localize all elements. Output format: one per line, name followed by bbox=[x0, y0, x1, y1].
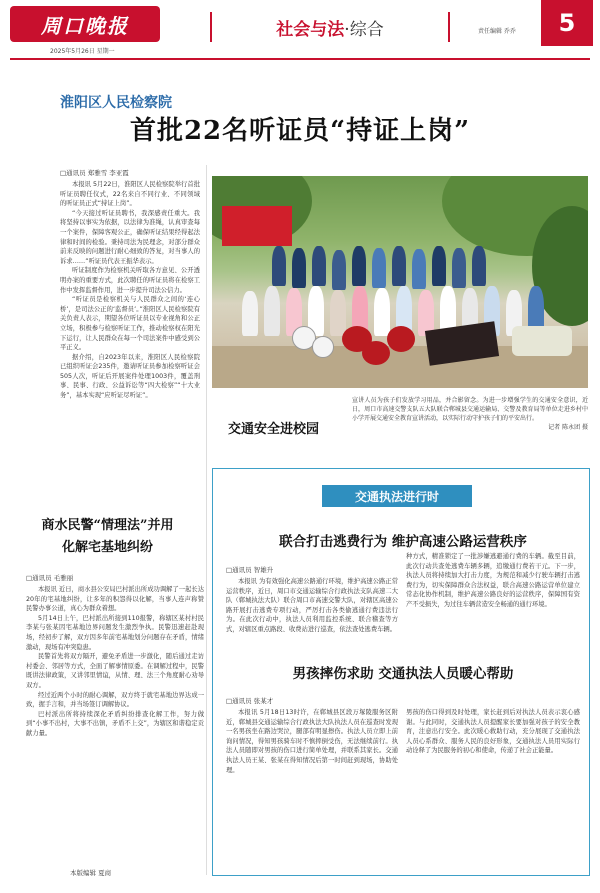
section-title bbox=[276, 15, 383, 40]
photo-credit: 记者 陈永团 摄 bbox=[548, 424, 588, 431]
side-body bbox=[26, 585, 204, 857]
lead-paragraph: “听证员是检察机关与人民群众之间的‘连心桥’，是司法公正的‘监督员’。”淮阳区人民检察院有关负责人表示，期望各位听证员以专业视角和公正立场，积极参与检察听证工作，推动检察权在阳光下运行，让人民群众在每一个司法案件中感受到公平正义。 bbox=[60, 296, 200, 352]
photo-crowd bbox=[232, 246, 562, 336]
page-editor-footer: 本版编辑 夏商 bbox=[70, 869, 112, 877]
photo-title: 交通安全进校园 bbox=[228, 422, 320, 437]
page-editor: 责任编辑 乔乔 bbox=[478, 28, 516, 35]
feature-story2-byline bbox=[226, 696, 273, 705]
lead-kicker: 淮阳区人民检察院 bbox=[60, 95, 172, 111]
side-paragraph: 民警首先将双方隔开，避免矛盾进一步激化，随后通过走访村委会、邻居等方式，全面了解事情原委。在调解过程中，民警既讲法律政策，又讲邻里情谊，从情、理、法三个角度耐心劝导双方。 bbox=[26, 653, 204, 689]
side-byline-text: □通讯员 毛雅丽 bbox=[26, 574, 74, 582]
photo-caption bbox=[352, 396, 588, 432]
section-bar bbox=[210, 12, 450, 42]
feature-story1-text: 种方式，精准锁定了一批涉嫌逃避通行费的车辆。截至目前，此次行动共查处逃费车辆多辆，追缴通行费若干元。下一步，执法人员将持续加大打击力度，为规范和减少行驶车辆打击逃费行为，切实保障群众合法权益，联合高速公路运营单位建立常态化协作机制，维护高速公路良好的运营秩序，保障国有资产不受损失，为过往车辆营造安全畅通的通行环境。 bbox=[406, 553, 580, 608]
lead-byline bbox=[60, 168, 129, 177]
section-sep: · bbox=[344, 19, 350, 40]
photo-caption-text: 宣讲人员为孩子们发放学习用品，并合影留念。为进一步增强学生的交通安全意识，近日，周口市高速交警支队五大队联合郸城县交通运输局、交警及教育局等单位走进乡村中小学开展交通安全教育宣讲活动，以实际行动守护孩子们的平安出行。 bbox=[352, 397, 588, 422]
feature-story1-byline bbox=[226, 565, 273, 574]
page-number: 5 bbox=[541, 0, 593, 46]
side-paragraph: 本报讯 近日，商水县公安局巴村派出所成功调解了一起长达20年的宅基地纠纷，让多年的积怨得以化解，当事人连声称赞民警办事公道，真心为群众着想。 bbox=[26, 586, 204, 613]
feature-tag: 交通执法进行时 bbox=[322, 485, 472, 507]
lead-headline: 首批22名听证员“持证上岗” bbox=[129, 116, 471, 146]
news-photo bbox=[212, 176, 588, 388]
newspaper-logo: 周口晚报 bbox=[10, 6, 160, 42]
side-paragraph: 经过近两个小时的耐心调解，双方终于就宅基地边界达成一致，握手言和，并当场签订调解协议。 bbox=[26, 691, 204, 709]
feature-story1-col2 bbox=[406, 552, 580, 650]
lead-paragraph: 据介绍，自2023年以来，淮阳区人民检察院已组织听证会235件，邀请听证员参加检察听证会505人次，听证后开展案件处理1003件，覆盖刑事、民事、行政、公益诉讼等“四大检察”“十大业务”，基本实现“应听证尽听证”。 bbox=[60, 353, 200, 400]
column-divider bbox=[206, 165, 207, 875]
side-paragraph: 巴村派出所将持续深化矛盾纠纷排查化解工作，努力做到“小事不出村，大事不出镇，矛盾不上交”，为辖区和谐稳定贡献力量。 bbox=[26, 710, 204, 737]
side-headline-line2: 化解宅基地纠纷 bbox=[61, 540, 153, 555]
section-main: 社会与法 bbox=[276, 19, 345, 40]
feature-story2-text: 本报讯 5月18日13时许，在郸城县区段万塚陵服务区附近，郸城县交通运输综合行政执法大队执法人员在巡查时发现一名男孩坐在路边哭泣，腿部有明显擦伤。执法人员立即上前询问情况，得知男孩骑车时不慎摔倒受伤，无法继续前行。执法人员随即对男孩的伤口进行简单处理，并联系其家长。交通执法人员王某、张某在得知情况后第一时间赶到现场，协助处理。 bbox=[226, 709, 398, 774]
photo-ball bbox=[312, 336, 334, 358]
lead-byline-text: □通讯员 郑雅雪 李亚霞 bbox=[60, 169, 129, 177]
feature-story1-byline-text: □通讯员 智雄升 bbox=[226, 566, 274, 574]
section-sub: 综合 bbox=[349, 19, 384, 40]
photo-banner bbox=[222, 206, 292, 246]
side-story-headline bbox=[10, 515, 205, 559]
photo-helmet bbox=[387, 326, 415, 352]
side-byline bbox=[26, 573, 73, 582]
feature-story2-headline: 男孩摔伤求助 交通执法人员暖心帮助 bbox=[292, 666, 514, 682]
side-paragraph: 5月14日上午，巴村派出所接到110报警，称辖区某村村民李某与张某因宅基地边界问题发生激烈争执。民警迅速赶赴现场，经初步了解，双方因多年前宅基地划分问题存在矛盾，情绪激动，现场有冲突隐患。 bbox=[26, 614, 204, 651]
masthead bbox=[0, 0, 600, 58]
photo-helmet bbox=[362, 341, 390, 365]
header-rule bbox=[10, 58, 590, 60]
feature-story2-byline-text: □通讯员 张某才 bbox=[226, 697, 274, 705]
feature-story2-col1 bbox=[226, 708, 398, 858]
lead-paragraph: “今天接过听证员聘书，我深感责任重大。我将坚持以事实为依据，以法律为准绳，认真审查每一个案件，保障客观公正，确保听证结果经得起法律和时间的检验。秉持司法为民理念，对部分群众前来反映的问题进行耐心细致的答复，对当事人的诉求……”听证员代表王振华表示。 bbox=[60, 209, 200, 265]
feature-story2-text: 男孩的伤口得到及时处理，家长赶到后对执法人员表示衷心感谢。与此同时，交通执法人员提醒家长要加强对孩子的安全教育，注意出行安全。此次暖心救助行动，充分展现了交通执法人员心系群众、服务人民的良好形象，交通执法人员用实际行动诠释了为民服务的初心和使命，传递了社会正能量。 bbox=[406, 709, 580, 755]
lead-paragraph: 本报讯 5月22日，淮阳区人民检察院举行首批听证员聘任仪式，22名来自不同行业、不同领域的听证员正式“持证上岗”。 bbox=[60, 181, 200, 208]
feature-story1-col1 bbox=[226, 577, 398, 651]
issue-date: 2025年5月26日 星期一 bbox=[50, 48, 115, 55]
photo-supplies bbox=[512, 326, 572, 356]
side-headline-line1: 商水民警“情理法”并用 bbox=[41, 518, 174, 533]
feature-story2-col2 bbox=[406, 708, 580, 858]
lead-paragraph: 听证制度作为检察机关听取各方意见、公开透明办案的重要方式，此次聘任的听证员将在检察工作中发挥监督作用，进一步提升司法公信力。 bbox=[60, 267, 200, 294]
feature-story1-text: 本报讯 为有效强化高速公路通行环境，维护高速公路正常运营秩序，近日，周口市交通运输综合行政执法支队高速二大队（郸城执法大队）联合周口市高速交警大队，对辖区高速公路开展打击逃费专项行动，严厉打击各类偷逃通行费违法行为。在此次行动中，执法人员利用监控系统、联合稽查等方式，对辖区重点路段、收费站进行巡查，依法查处逃费车辆。 bbox=[226, 578, 398, 633]
feature-story1-headline: 联合打击逃费行为 维护高速公路运营秩序 bbox=[279, 534, 527, 550]
lead-body bbox=[60, 180, 200, 492]
